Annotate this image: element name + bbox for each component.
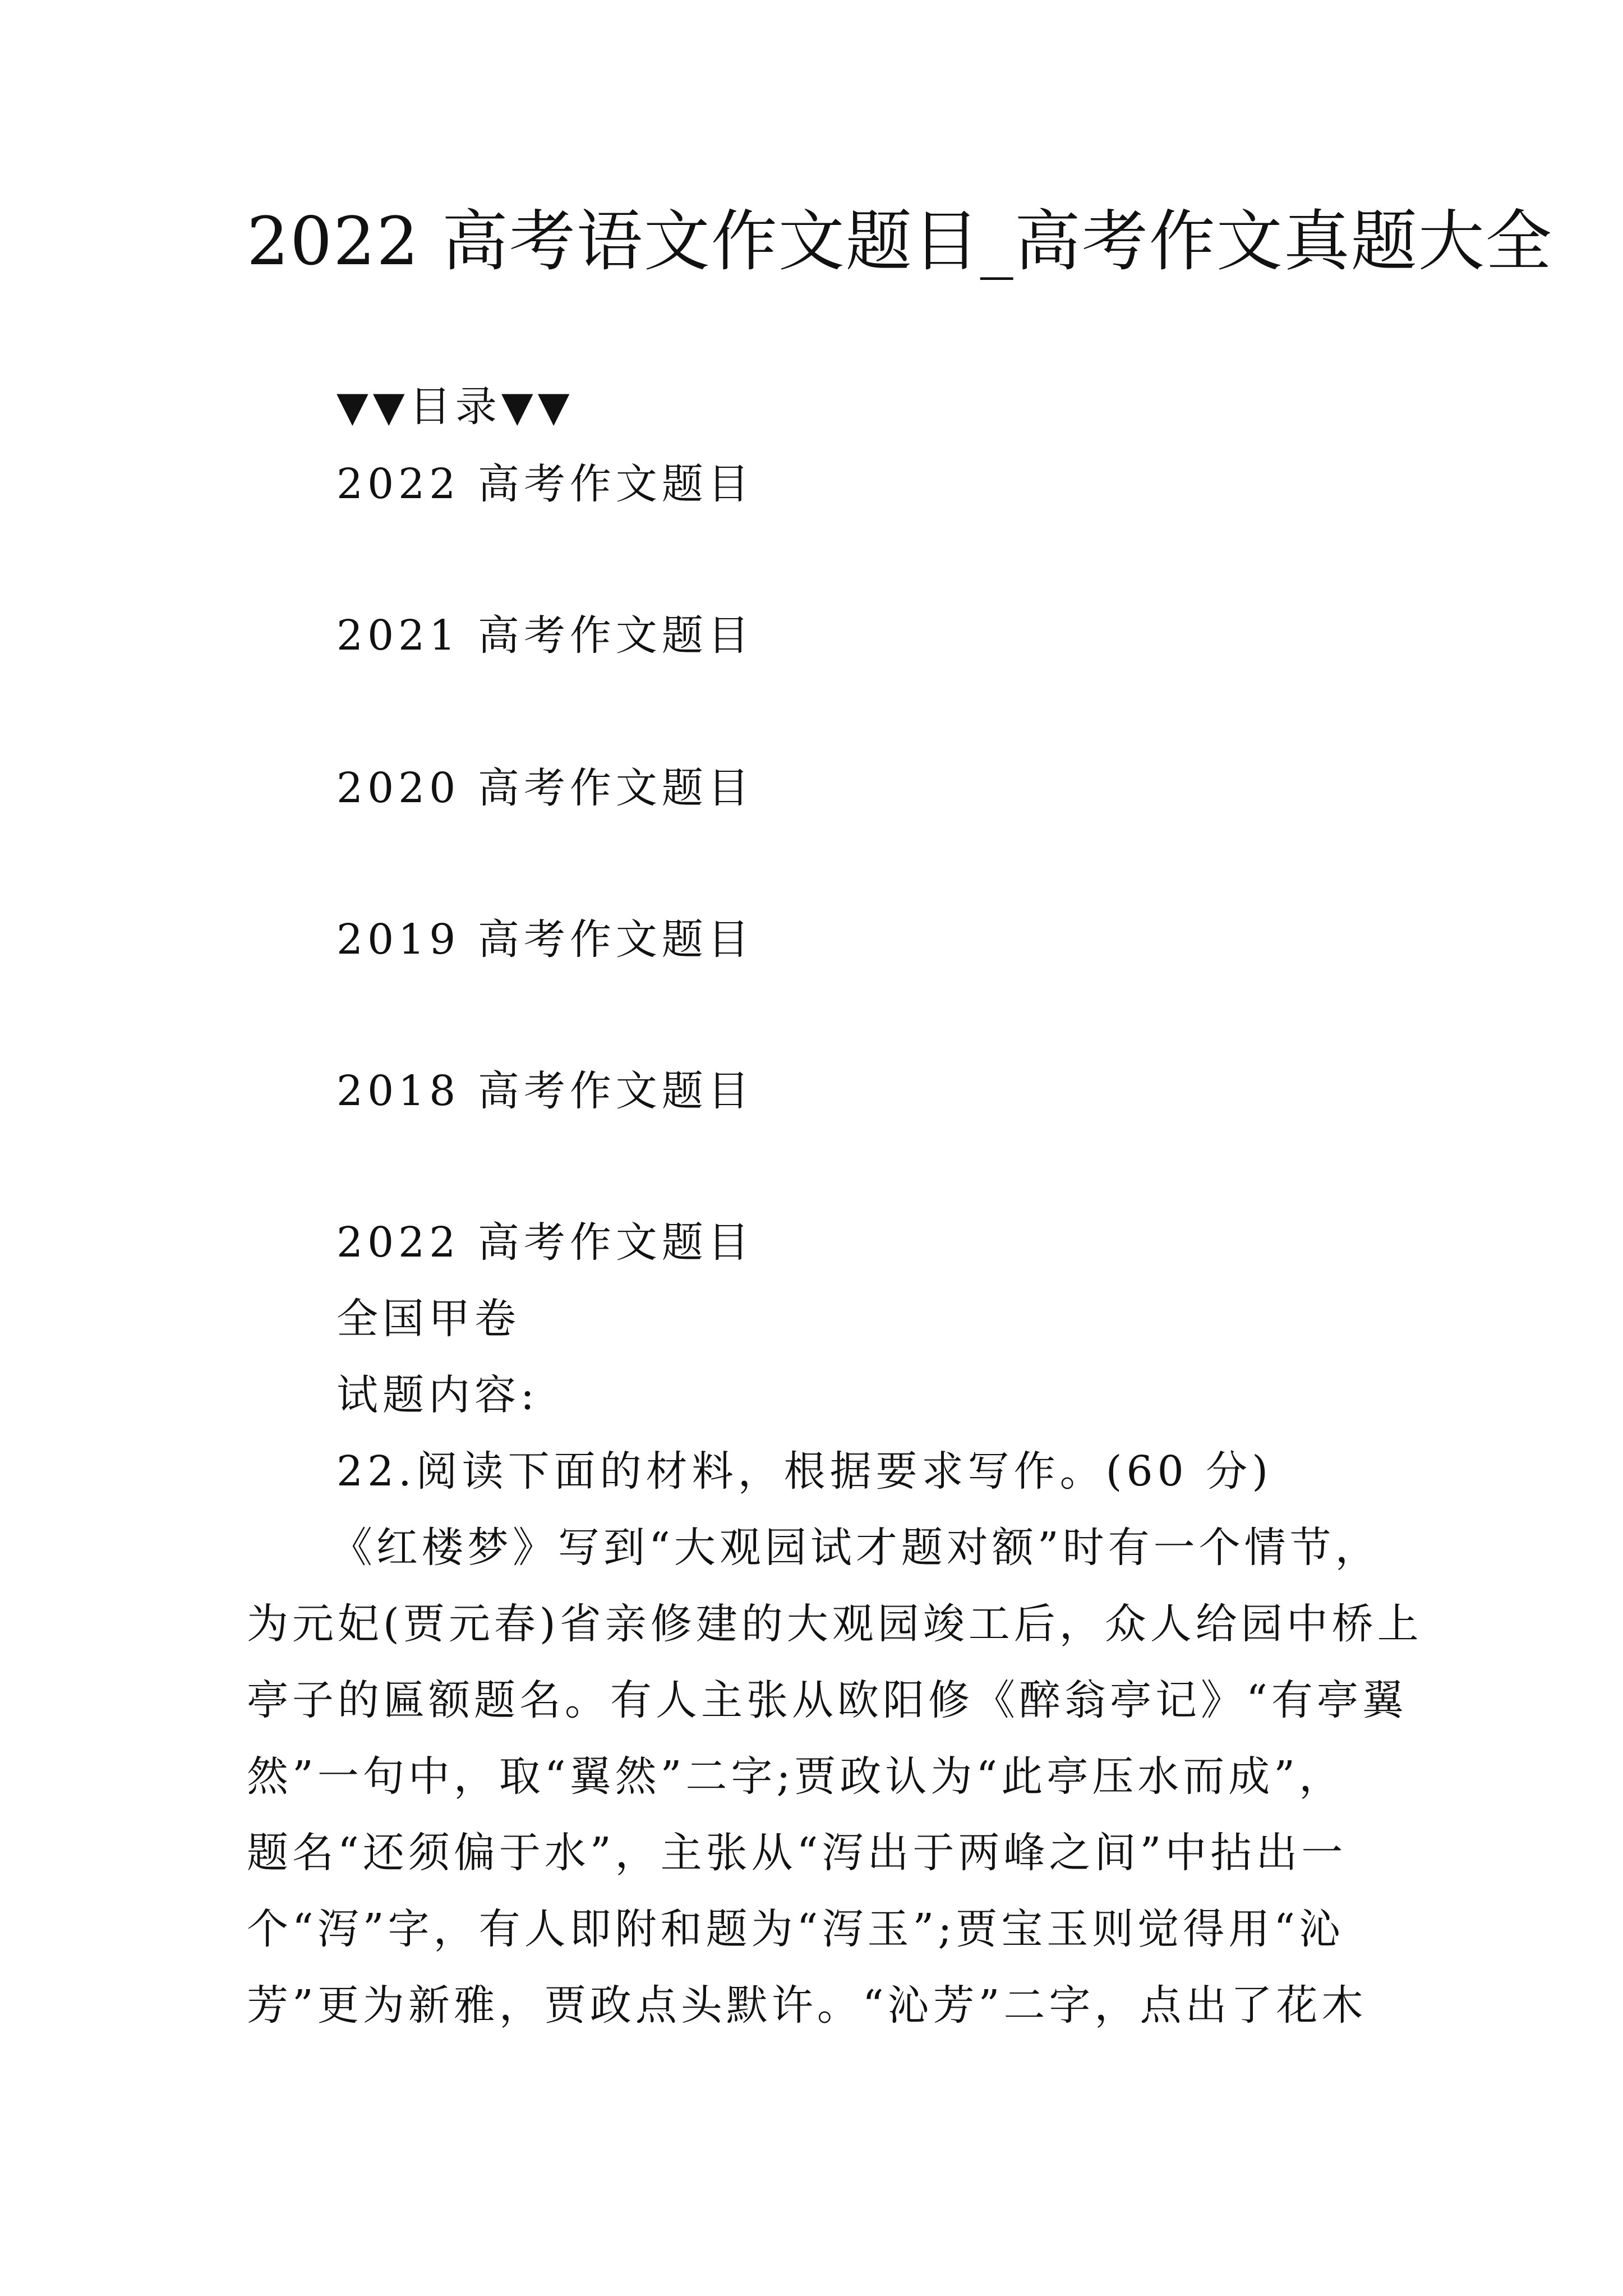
section-heading: 2022 高考作文题目 xyxy=(336,1218,754,1267)
toc-header: ▼▼目录▼▼ xyxy=(336,383,574,431)
passage-line: 个“泻”字，有人即附和题为“泻玉”;贾宝玉则觉得用“沁 xyxy=(247,1905,1345,1953)
toc-item-2020[interactable]: 2020 高考作文题目 xyxy=(336,764,754,812)
toc-item-2018[interactable]: 2018 高考作文题目 xyxy=(336,1067,754,1115)
passage-line: 然”一句中，取“翼然”二字;贾政认为“此亭压水而成”， xyxy=(247,1752,1345,1801)
passage-line: 为元妃(贾元春)省亲修建的大观园竣工后，众人给园中桥上 xyxy=(247,1600,1423,1648)
document-title: 2022 高考语文作文题目_高考作文真题大全 xyxy=(247,203,1553,280)
passage-line: 芳”更为新雅，贾政点头默许。“沁芳”二字，点出了花木 xyxy=(247,1981,1367,2030)
passage-line: 题名“还须偏于水”，主张从“泻出于两峰之间”中拈出一 xyxy=(247,1829,1347,1877)
question-prompt: 22.阅读下面的材料，根据要求写作。(60 分) xyxy=(336,1447,1273,1496)
content-label: 试题内容: xyxy=(336,1371,539,1419)
toc-item-2021[interactable]: 2021 高考作文题目 xyxy=(336,611,754,660)
toc-item-2019[interactable]: 2019 高考作文题目 xyxy=(336,915,754,964)
paper-name: 全国甲卷 xyxy=(336,1295,520,1343)
passage-line: 《红楼梦》写到“大观园试才题对额”时有一个情节， xyxy=(331,1524,1381,1572)
passage-line: 亭子的匾额题名。有人主张从欧阳修《醉翁亭记》“有亭翼 xyxy=(247,1676,1408,1724)
toc-item-2022[interactable]: 2022 高考作文题目 xyxy=(336,460,754,508)
